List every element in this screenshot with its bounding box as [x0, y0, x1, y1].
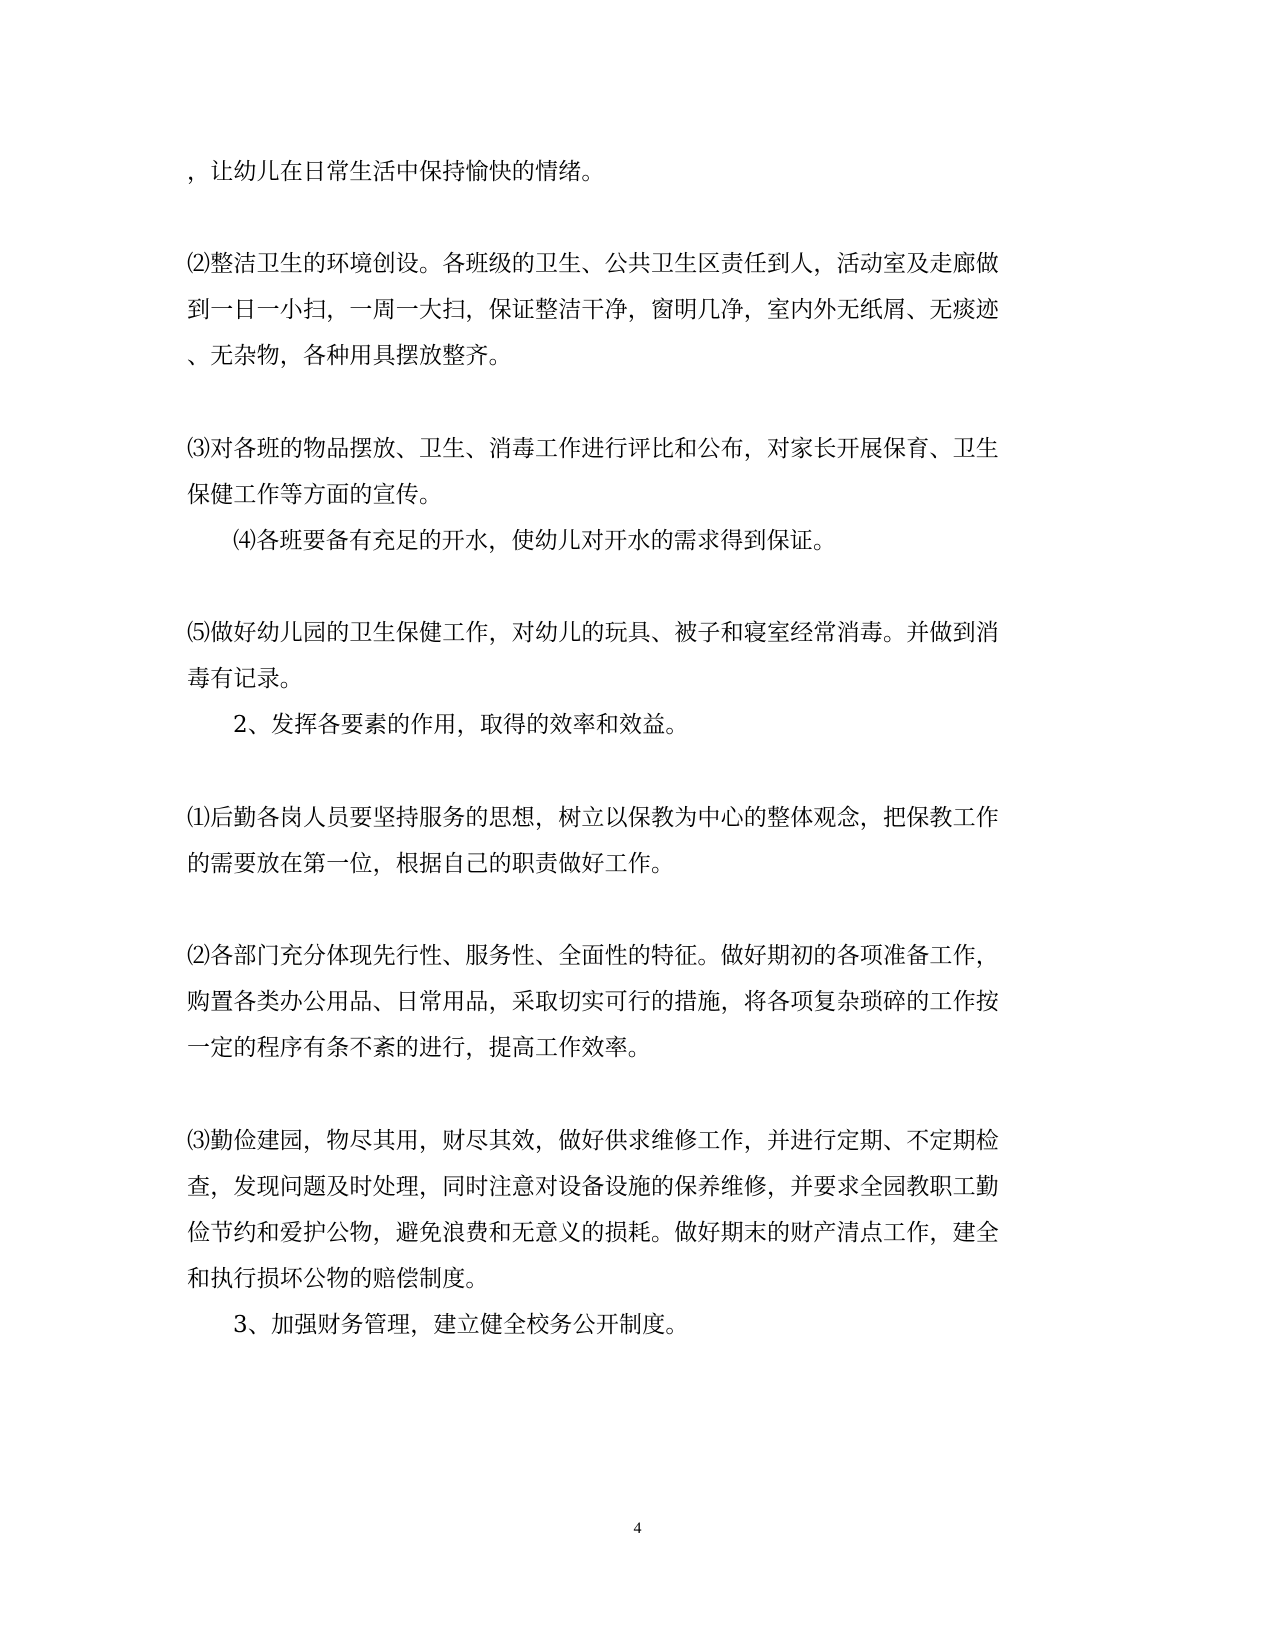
- text-line: 、无杂物，各种用具摆放整齐。: [187, 343, 512, 369]
- text-line: 保健工作等方面的宣传。: [187, 482, 443, 508]
- text-line: ⑶对各班的物品摆放、卫生、消毒工作进行评比和公布，对家长开展保育、卫生: [187, 436, 999, 462]
- text-line: ⑷各班要备有充足的开水，使幼儿对开水的需求得到保证。: [233, 528, 837, 554]
- text-line: 购置各类办公用品、日常用品，采取切实可行的措施，将各项复杂琐碎的工作按: [187, 989, 999, 1015]
- text-line: 查，发现问题及时处理，同时注意对设备设施的保养维修，并要求全园教职工勤: [187, 1174, 999, 1200]
- text-line: 2、发挥各要素的作用，取得的效率和效益。: [233, 712, 689, 738]
- text-line: ⑸做好幼儿园的卫生保健工作，对幼儿的玩具、被子和寝室经常消毒。并做到消: [187, 620, 999, 646]
- text-line: ⑶勤俭建园，物尽其用，财尽其效，做好供求维修工作，并进行定期、不定期检: [187, 1128, 999, 1154]
- text-line: 的需要放在第一位，根据自己的职责做好工作。: [187, 851, 675, 877]
- page-number: 4: [633, 1520, 642, 1537]
- text-line: 一定的程序有条不紊的进行，提高工作效率。: [187, 1035, 651, 1061]
- text-line: 到一日一小扫，一周一大扫，保证整洁干净，窗明几净，室内外无纸屑、无痰迹: [187, 297, 999, 323]
- text-line: 和执行损坏公物的赔偿制度。: [187, 1266, 489, 1292]
- text-line: 3、加强财务管理，建立健全校务公开制度。: [233, 1312, 689, 1338]
- text-line: ⑴后勤各岗人员要坚持服务的思想，树立以保教为中心的整体观念，把保教工作: [187, 805, 999, 831]
- text-line: 俭节约和爱护公物，避免浪费和无意义的损耗。做好期末的财产清点工作，建全: [187, 1220, 999, 1246]
- text-line: 毒有记录。: [187, 666, 303, 692]
- text-line: ，让幼儿在日常生活中保持愉快的情绪。: [187, 159, 605, 185]
- text-line: ⑵各部门充分体现先行性、服务性、全面性的特征。做好期初的各项准备工作，: [187, 943, 999, 969]
- text-line: ⑵整洁卫生的环境创设。各班级的卫生、公共卫生区责任到人，活动室及走廊做: [187, 251, 999, 277]
